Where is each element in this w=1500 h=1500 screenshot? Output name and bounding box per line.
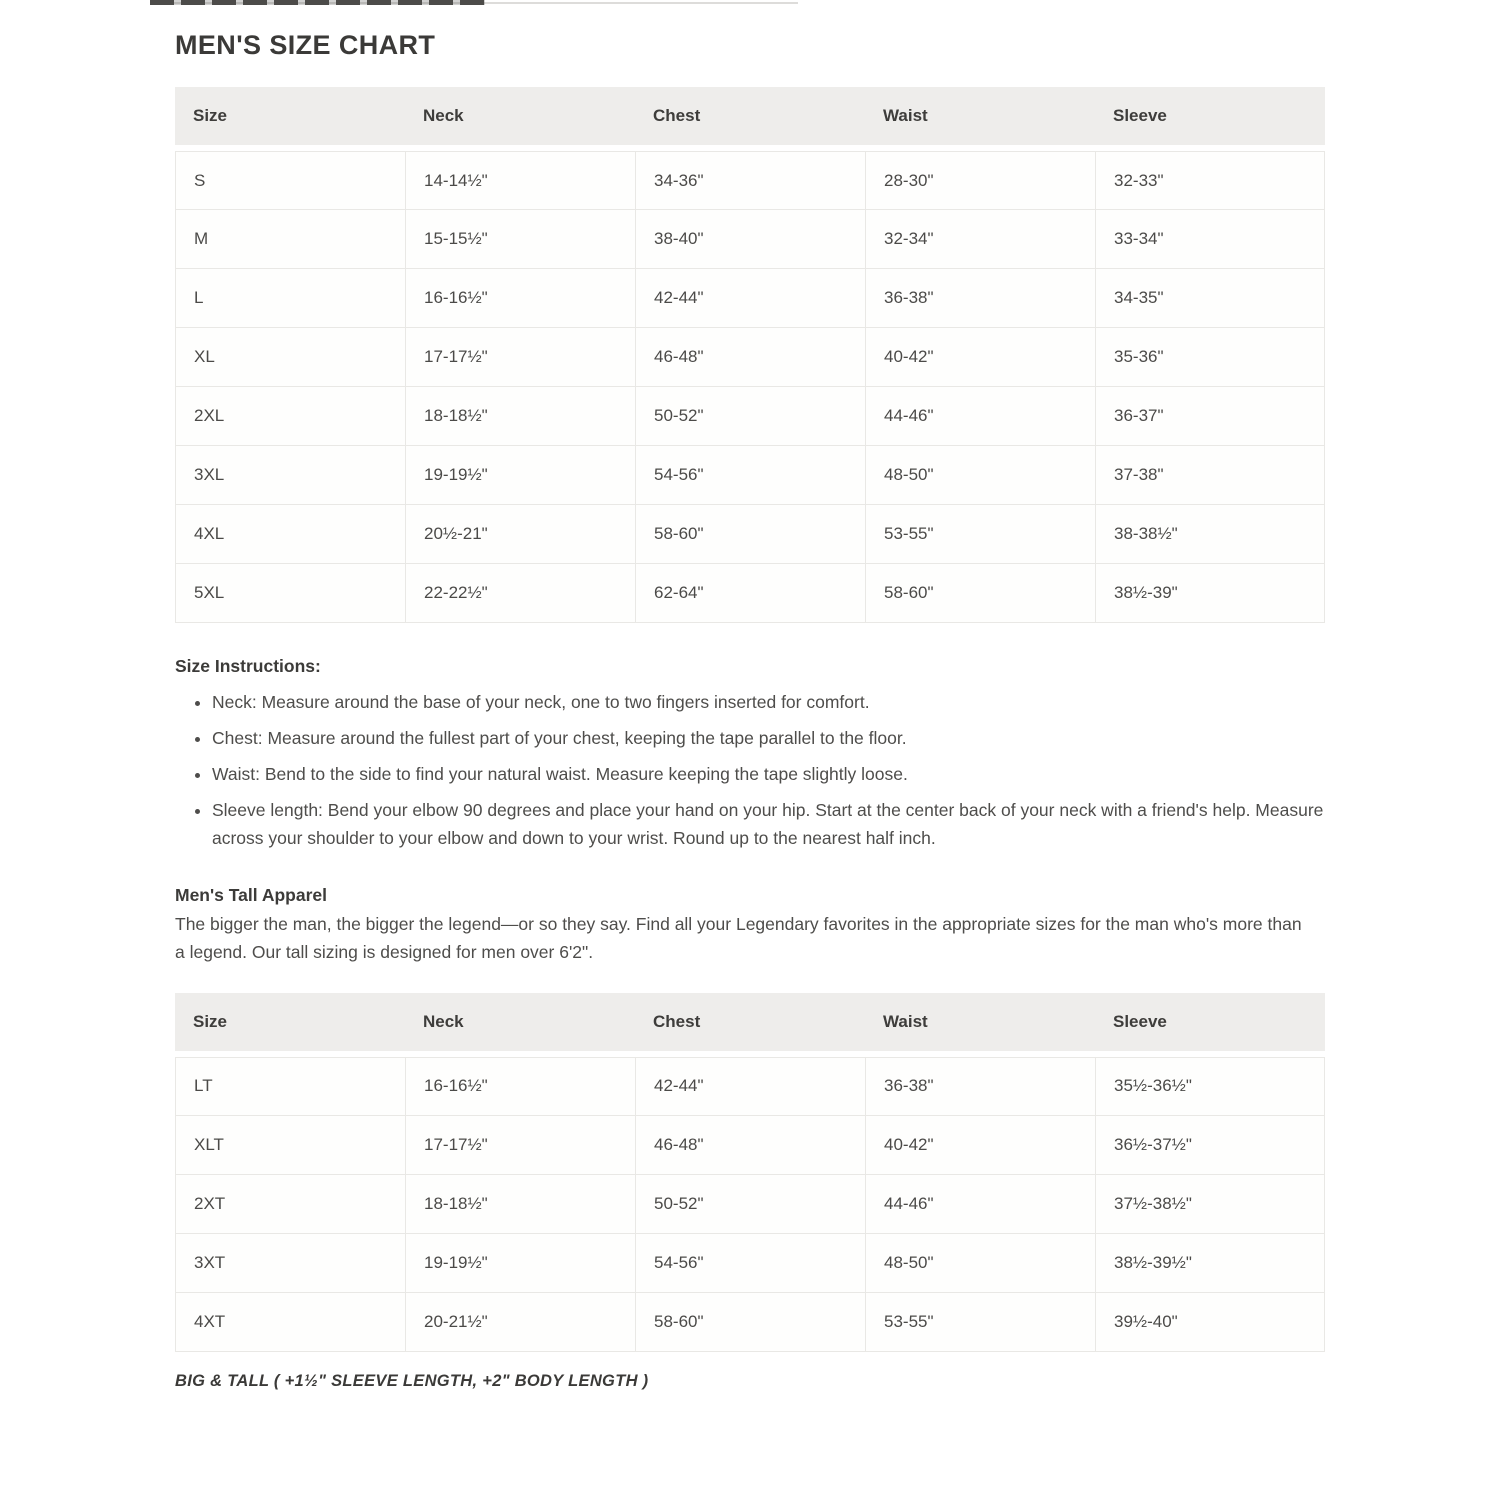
table-cell: 19-19½" [405,1234,635,1293]
table-row [175,1057,1325,1116]
table-cell: 35-36" [1095,328,1325,387]
column-header: Neck [405,87,635,151]
table-cell: 16-16½" [405,1057,635,1116]
table-cell: 38½-39" [1095,564,1325,623]
table-cell: 38-38½" [1095,505,1325,564]
table-cell: 54-56" [635,1234,865,1293]
table-cell: 18-18½" [405,1175,635,1234]
table-cell: 28-30" [865,151,1095,210]
table-cell: M [175,210,405,269]
table-cell: 37½-38½" [1095,1175,1325,1234]
tall-apparel-heading: Men's Tall Apparel [175,885,327,905]
size-chart-content [175,0,1325,1391]
table-cell: 36-38" [865,269,1095,328]
table-cell: L [175,269,405,328]
table-cell: 54-56" [635,446,865,505]
table-cell: 40-42" [865,328,1095,387]
table-row [175,328,1325,387]
table-cell: 22-22½" [405,564,635,623]
table-cell: 46-48" [635,1116,865,1175]
table-row [175,505,1325,564]
table-row [175,269,1325,328]
table-cell: 58-60" [865,564,1095,623]
table-cell: 42-44" [635,1057,865,1116]
table-row [175,151,1325,210]
table-cell: XL [175,328,405,387]
table-cell: 50-52" [635,1175,865,1234]
table-cell: 15-15½" [405,210,635,269]
table-cell: 40-42" [865,1116,1095,1175]
instruction-item: • Sleeve length: Bend your elbow 90 degrees and place your hand on your hip. Start at the center back of your neck with a friend's help. Measure across your shoulder to your elbow and down to your wrist. Round up to the nearest half inch. [212,796,1325,852]
table-cell: 3XL [175,446,405,505]
table-cell: 48-50" [865,1234,1095,1293]
column-header: Sleeve [1095,87,1325,151]
column-header: Size [175,87,405,151]
header-row [175,87,1325,151]
table-cell: 32-34" [865,210,1095,269]
table-row [175,564,1325,623]
column-header: Chest [635,87,865,151]
table-cell: 44-46" [865,1175,1095,1234]
table-cell: 19-19½" [405,446,635,505]
table-cell: S [175,151,405,210]
table-cell: 34-35" [1095,269,1325,328]
table-cell: 3XT [175,1234,405,1293]
table-cell: 33-34" [1095,210,1325,269]
instruction-item: • Chest: Measure around the fullest part of your chest, keeping the tape parallel to the floor. [212,724,1325,752]
table-cell: LT [175,1057,405,1116]
table-cell: 20-21½" [405,1293,635,1352]
table-cell: XLT [175,1116,405,1175]
table-cell: 62-64" [635,564,865,623]
tall-apparel-paragraph: The bigger the man, the bigger the legend—or so they say. Find all your Legendary favorites in the appropriate sizes for the man who's more than a legend. Our tall sizing is designed for men over 6'2". [175,914,1302,963]
table-cell: 36½-37½" [1095,1116,1325,1175]
table-cell: 58-60" [635,505,865,564]
table-row [175,1293,1325,1352]
table-cell: 2XL [175,387,405,446]
table-cell: 4XL [175,505,405,564]
table-cell: 46-48" [635,328,865,387]
header-row [175,993,1325,1057]
table-cell: 14-14½" [405,151,635,210]
mens-tall-size-table [175,993,1325,1352]
table-cell: 39½-40" [1095,1293,1325,1352]
column-header: Size [175,993,405,1057]
table-cell: 44-46" [865,387,1095,446]
size-instructions-heading: Size Instructions: [175,656,321,676]
column-header: Chest [635,993,865,1057]
table-cell: 53-55" [865,505,1095,564]
table-cell: 32-33" [1095,151,1325,210]
page-title: MEN'S SIZE CHART [175,30,436,60]
table-row [175,210,1325,269]
table-cell: 42-44" [635,269,865,328]
size-instructions-list [175,688,1325,852]
table-row [175,1234,1325,1293]
table-cell: 50-52" [635,387,865,446]
table-cell: 4XT [175,1293,405,1352]
table-cell: 20½-21" [405,505,635,564]
table-cell: 16-16½" [405,269,635,328]
table-cell: 38½-39½" [1095,1234,1325,1293]
instruction-item: • Neck: Measure around the base of your neck, one to two fingers inserted for comfort. [212,688,1325,716]
table-cell: 58-60" [635,1293,865,1352]
table-cell: 17-17½" [405,328,635,387]
table-cell: 2XT [175,1175,405,1234]
table-row [175,387,1325,446]
table-cell: 36-37" [1095,387,1325,446]
table-cell: 38-40" [635,210,865,269]
table-cell: 36-38" [865,1057,1095,1116]
column-header: Sleeve [1095,993,1325,1057]
table-cell: 35½-36½" [1095,1057,1325,1116]
column-header: Waist [865,87,1095,151]
mens-size-table [175,87,1325,623]
table-cell: 37-38" [1095,446,1325,505]
table-row [175,1175,1325,1234]
big-tall-note: BIG & TALL ( +1½" SLEEVE LENGTH, +2" BODY LENGTH ) [175,1371,649,1390]
table-row [175,1116,1325,1175]
table-row [175,446,1325,505]
table-cell: 17-17½" [405,1116,635,1175]
table-cell: 48-50" [865,446,1095,505]
table-cell: 53-55" [865,1293,1095,1352]
column-header: Waist [865,993,1095,1057]
instruction-item: • Waist: Bend to the side to find your natural waist. Measure keeping the tape slightly loose. [212,760,1325,788]
column-header: Neck [405,993,635,1057]
table-cell: 18-18½" [405,387,635,446]
table-cell: 34-36" [635,151,865,210]
table-cell: 5XL [175,564,405,623]
